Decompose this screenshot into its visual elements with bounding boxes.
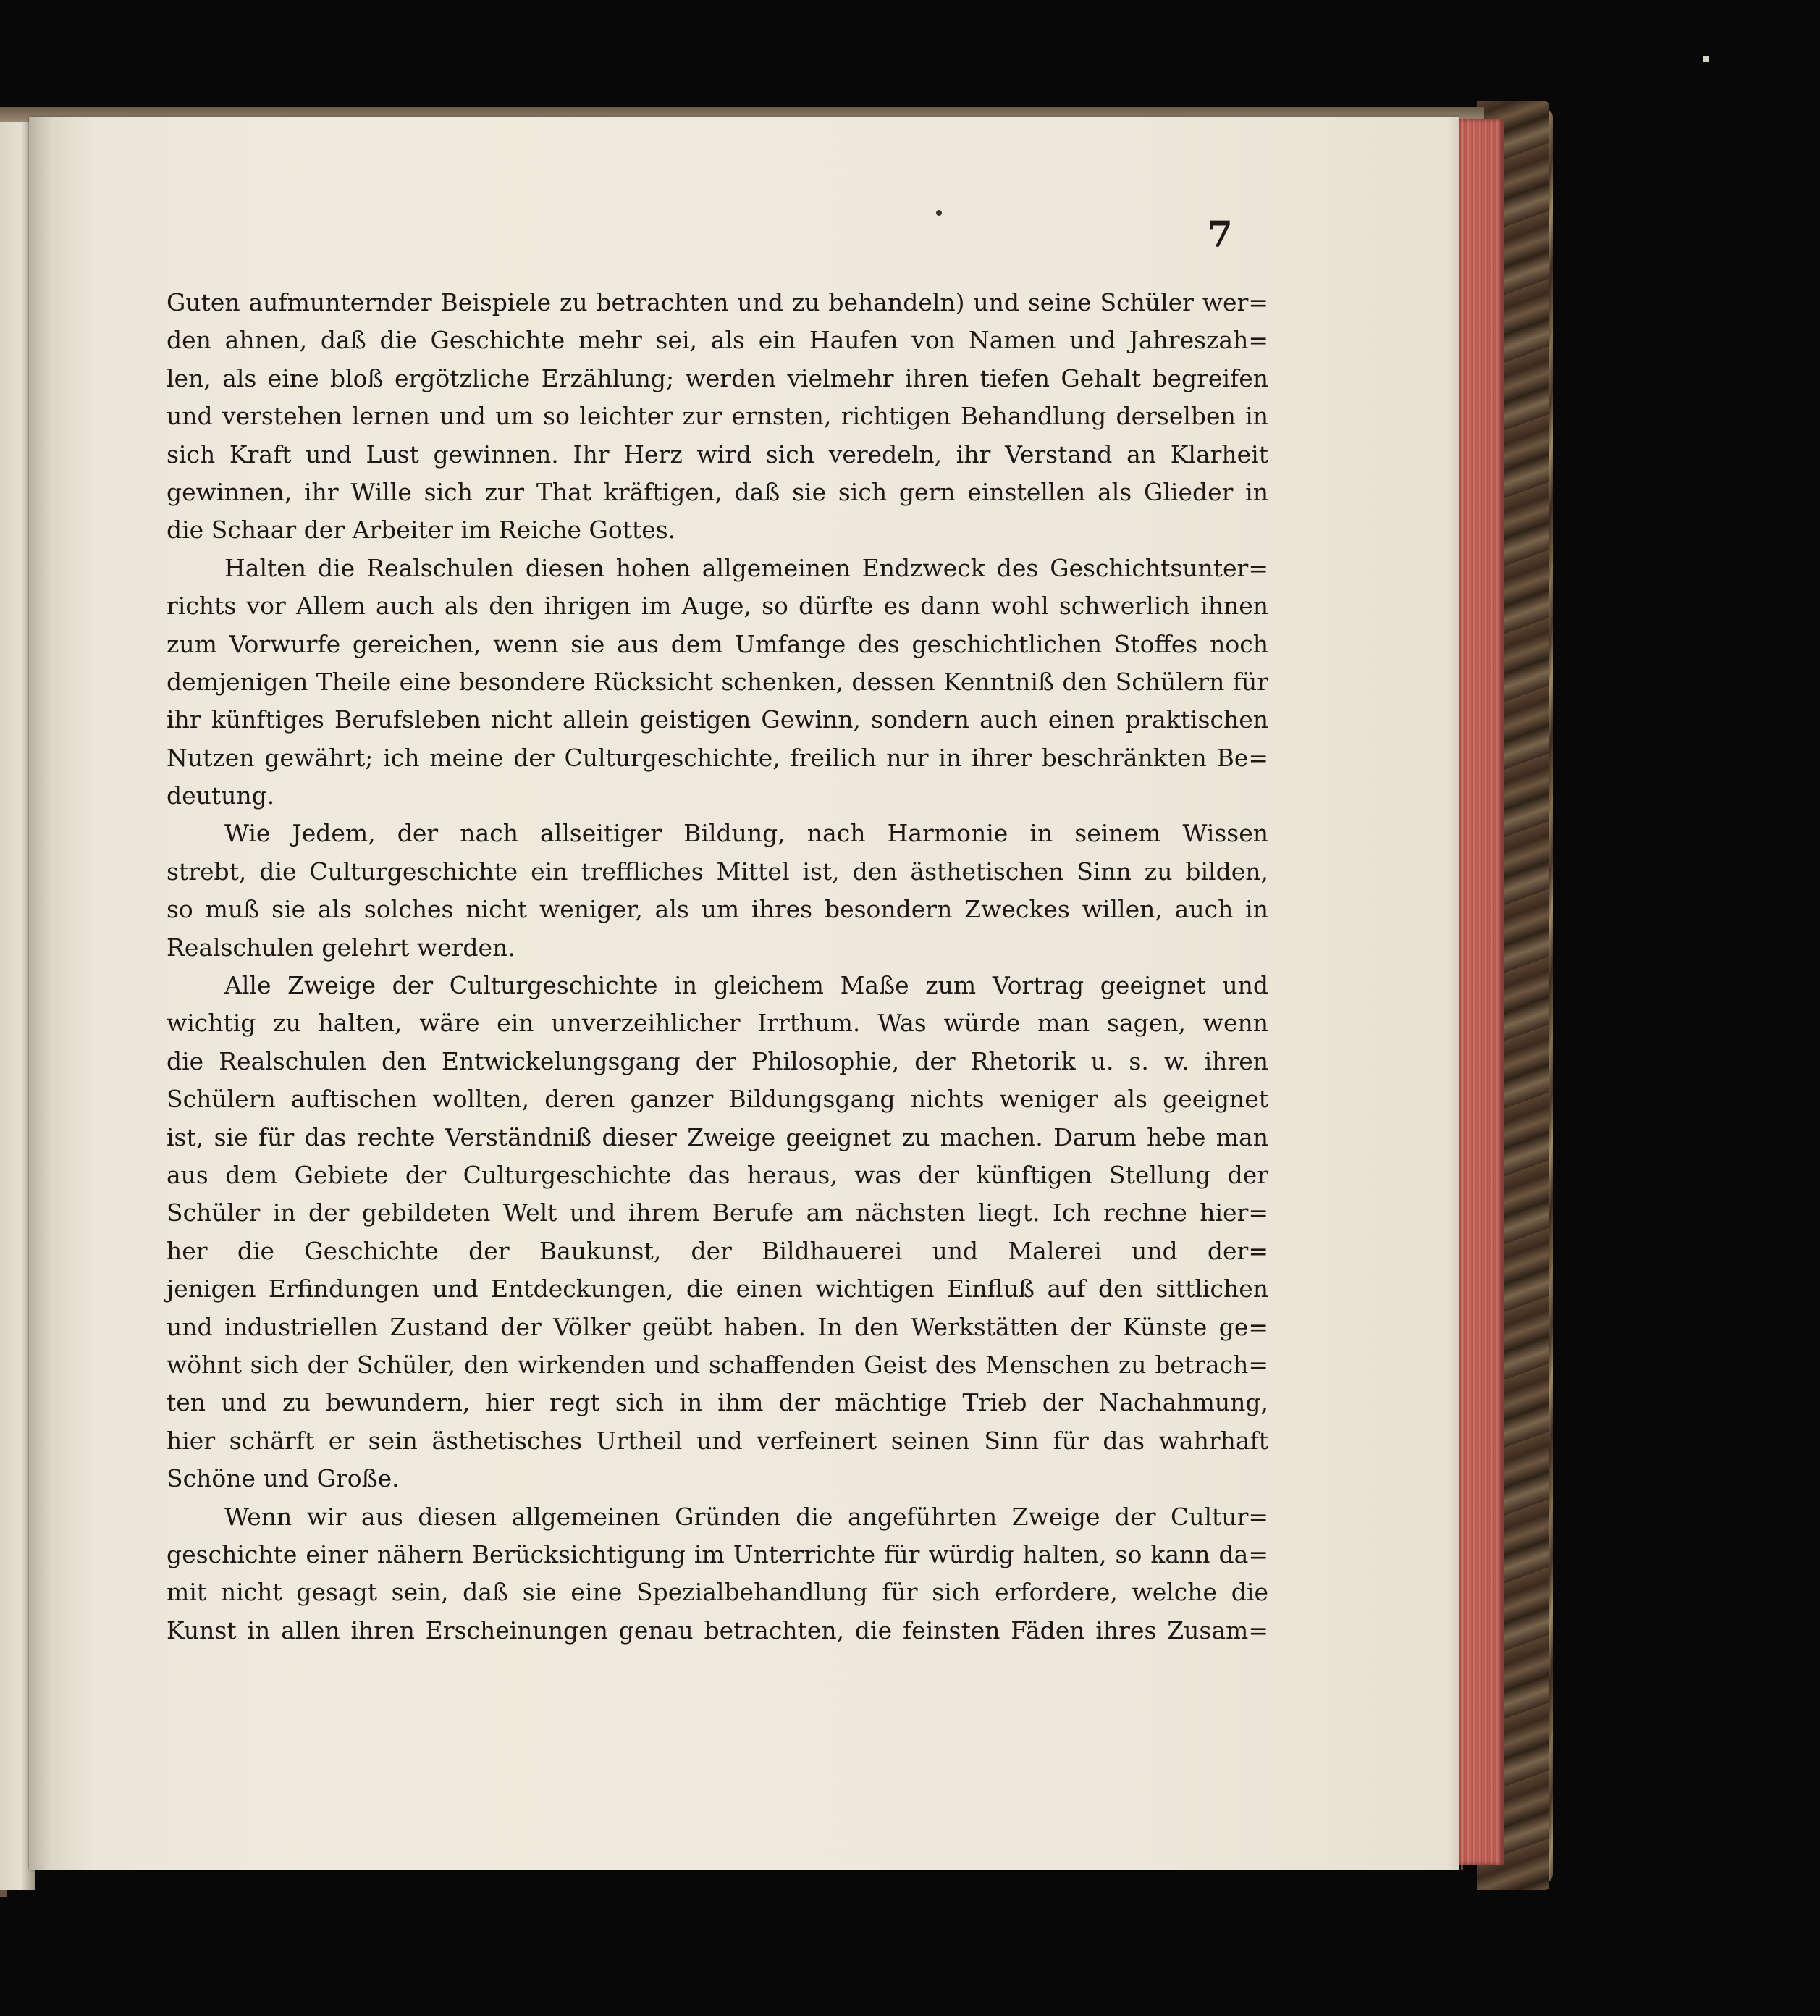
page-number: 7 xyxy=(1208,213,1233,256)
ink-dot xyxy=(936,210,942,216)
text-line: den ahnen, daß die Geschichte mehr sei, als ein Haufen von Namen und Jahreszah= xyxy=(167,326,1268,355)
scan-corner-mark xyxy=(1703,56,1709,62)
text-line: deutung. xyxy=(167,781,275,810)
red-page-edges xyxy=(1459,119,1504,1865)
text-line: sich Kraft und Lust gewinnen. Ihr Herz wird sich veredeln, ihr Verstand an Klarheit xyxy=(167,440,1268,469)
body-text xyxy=(167,284,1268,1650)
text-line: Schüler in der gebildeten Welt und ihrem Berufe am nächsten liegt. Ich rechne hier= xyxy=(167,1198,1268,1227)
book-page xyxy=(29,117,1459,1870)
text-line: jenigen Erfindungen und Entdeckungen, die einen wichtigen Einfluß auf den sittlichen xyxy=(167,1274,1268,1303)
text-line: richts vor Allem auch als den ihrigen im Auge, so dürfte es dann wohl schwerlich ihnen xyxy=(167,592,1268,621)
text-line: aus dem Gebiete der Culturgeschichte das heraus, was der künftigen Stellung der xyxy=(167,1160,1268,1189)
text-line: ihr künftiges Berufsleben nicht allein geistigen Gewinn, sondern auch einen praktischen xyxy=(167,705,1268,734)
text-line: hier schärft er sein ästhetisches Urtheil und verfeinert seinen Sinn für das wahrhaft xyxy=(167,1426,1268,1455)
text-line: Wie Jedem, der nach allseitiger Bildung, nach Harmonie in seinem Wissen xyxy=(224,819,1268,848)
text-line: Nutzen gewährt; ich meine der Culturgeschichte, freilich nur in ihrer beschränkten Be= xyxy=(167,743,1268,772)
text-line: und industriellen Zustand der Völker geübt haben. In den Werkstätten der Künste ge= xyxy=(167,1312,1268,1341)
text-line: und verstehen lernen und um so leichter zur ernsten, richtigen Behandlung derselben in xyxy=(167,402,1268,431)
text-line: so muß sie als solches nicht weniger, als um ihres besondern Zweckes willen, auch in xyxy=(167,895,1268,924)
text-line: Schöne und Große. xyxy=(167,1464,400,1493)
text-line: Wenn wir aus diesen allgemeinen Gründen die angeführten Zweige der Cultur= xyxy=(224,1502,1268,1531)
text-line: gewinnen, ihr Wille sich zur That kräftigen, daß sie sich gern einstellen als Glieder in xyxy=(167,477,1268,506)
text-line: ten und zu bewundern, hier regt sich in ihm der mächtige Trieb der Nachahmung, xyxy=(167,1388,1268,1417)
text-line: ist, sie für das rechte Verständniß dieser Zweige geeignet zu machen. Darum hebe man xyxy=(167,1122,1268,1151)
text-line: die Realschulen den Entwickelungsgang der Philosophie, der Rhetorik u. s. w. ihren xyxy=(167,1046,1268,1075)
text-line: wichtig zu halten, wäre ein unverzeihlicher Irrthum. Was würde man sagen, wenn xyxy=(167,1009,1268,1038)
text-line: Alle Zweige der Culturgeschichte in gleichem Maße zum Vortrag geeignet und xyxy=(224,971,1268,1000)
text-line: Realschulen gelehrt werden. xyxy=(167,933,515,962)
text-line: demjenigen Theile eine besondere Rücksicht schenken, dessen Kenntniß den Schülern für xyxy=(167,667,1268,696)
text-line: mit nicht gesagt sein, daß sie eine Spezialbehandlung für sich erfordere, welche die xyxy=(167,1578,1268,1607)
text-line: zum Vorwurfe gereichen, wenn sie aus dem Umfange des geschichtlichen Stoffes noch xyxy=(167,629,1268,658)
text-line: Halten die Realschulen diesen hohen allgemeinen Endzweck des Geschichtsunter= xyxy=(224,553,1268,582)
text-line: strebt, die Culturgeschichte ein treffliches Mittel ist, den ästhetischen Sinn zu bilden, xyxy=(167,857,1268,886)
text-line: geschichte einer nähern Berücksichtigung im Unterrichte für würdig halten, so kann da= xyxy=(167,1540,1268,1568)
text-line: her die Geschichte der Baukunst, der Bildhauerei und Malerei und der= xyxy=(167,1236,1268,1265)
text-line: len, als eine bloß ergötzliche Erzählung; werden vielmehr ihren tiefen Gehalt begreifen xyxy=(167,364,1268,392)
text-line: Kunst in allen ihren Erscheinungen genau betrachten, die feinsten Fäden ihres Zusam= xyxy=(167,1616,1268,1645)
text-line: Guten aufmunternder Beispiele zu betrachten und zu behandeln) und seine Schüler wer= xyxy=(167,288,1268,316)
text-line: Schülern auftischen wollten, deren ganzer Bildungsgang nichts weniger als geeignet xyxy=(167,1085,1268,1114)
text-line: die Schaar der Arbeiter im Reiche Gottes. xyxy=(167,516,676,545)
page-edge-line xyxy=(1461,117,1463,1870)
text-line: wöhnt sich der Schüler, den wirkenden und schaffenden Geist des Menschen zu betrach= xyxy=(167,1350,1268,1379)
